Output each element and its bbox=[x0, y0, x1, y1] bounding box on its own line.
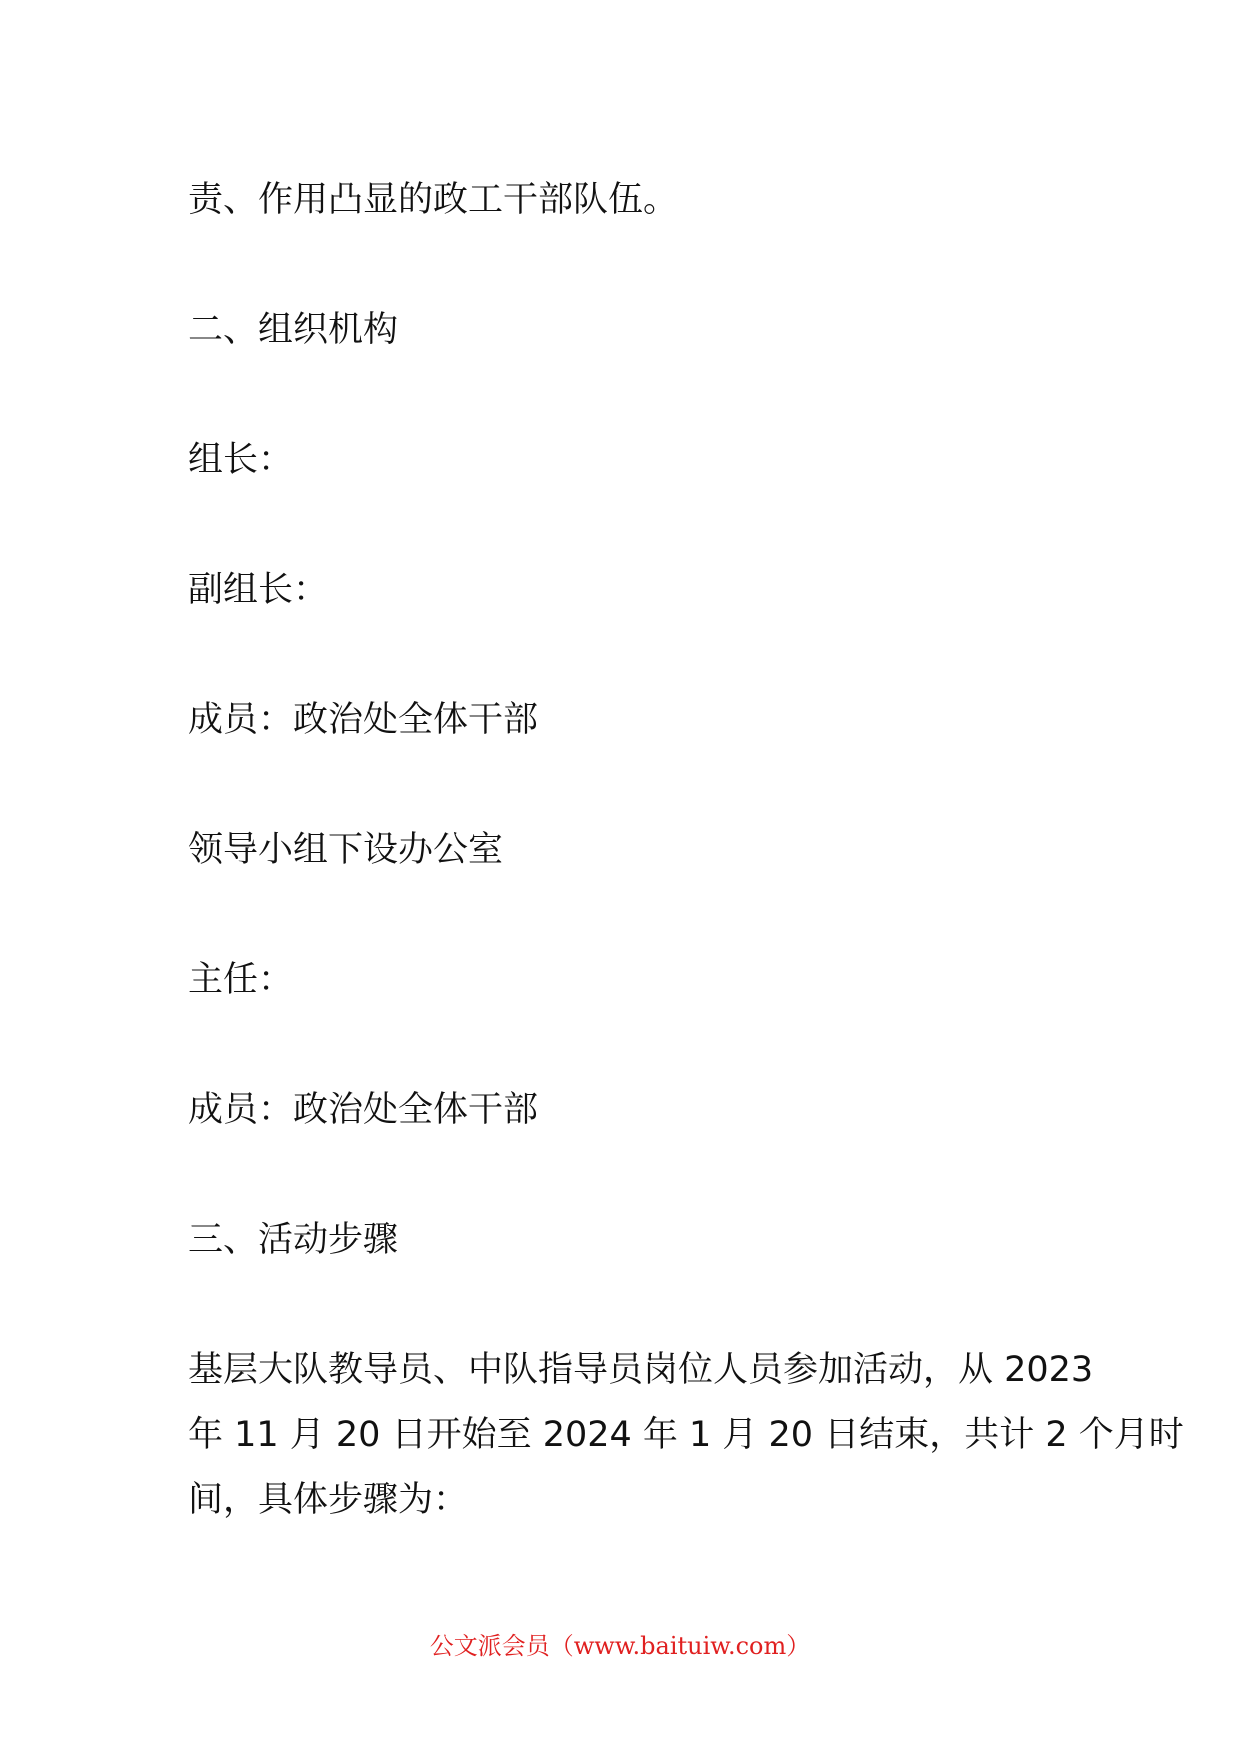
text-line-members: 成员：政治处全体干部 bbox=[188, 700, 539, 740]
section-heading-organization: 二、组织机构 bbox=[188, 310, 399, 350]
body-paragraph bbox=[188, 1348, 1184, 1543]
text-line-office-members: 成员：政治处全体干部 bbox=[188, 1090, 539, 1130]
text-line-leader: 组长： bbox=[188, 440, 294, 480]
footer-watermark: 公文派会员（www.baituiw.com） bbox=[429, 1632, 811, 1660]
section-heading-steps: 三、活动步骤 bbox=[188, 1220, 399, 1260]
paragraph-line: 年 11 月 20 日开始至 2024 年 1 月 20 日结束，共计 2 个月时 bbox=[188, 1415, 1184, 1455]
text-line-director: 主任： bbox=[188, 960, 294, 1000]
text-line-office: 领导小组下设办公室 bbox=[188, 830, 504, 870]
text-line-deputy-leader: 副组长： bbox=[188, 570, 329, 610]
text-line-continuation: 责、作用凸显的政工干部队伍。 bbox=[188, 180, 679, 220]
paragraph-line: 基层大队教导员、中队指导员岗位人员参加活动，从 2023 bbox=[188, 1350, 1094, 1390]
paragraph-line: 间，具体步骤为： bbox=[188, 1480, 469, 1520]
